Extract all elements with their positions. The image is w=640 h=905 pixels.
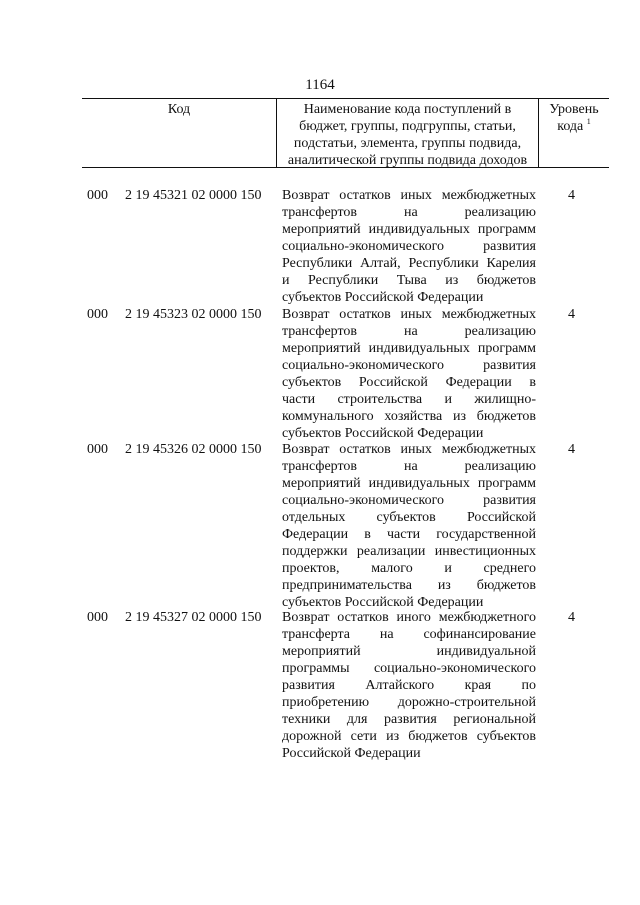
- row-budget-code: 2 19 45323 02 0000 150: [125, 307, 262, 322]
- description-line: субъектов Российской Федерации: [282, 595, 484, 610]
- header-level: [539, 101, 609, 135]
- row-budget-code: 2 19 45327 02 0000 150: [125, 610, 262, 625]
- description-line: техники для развития региональной: [282, 712, 536, 727]
- row-budget-code: 2 19 45321 02 0000 150: [125, 188, 262, 203]
- row-level: 4: [568, 188, 575, 203]
- row-group-code: 000: [87, 307, 108, 322]
- header-name-line: бюджет, группы, подгруппы, статьи,: [299, 119, 516, 134]
- row-level: 4: [568, 307, 575, 322]
- header-name-line: Наименование кода поступлений в: [303, 102, 512, 117]
- description-line: мероприятий индивидуальных программ: [282, 476, 536, 491]
- row-level: 4: [568, 610, 575, 625]
- row-description: [282, 609, 536, 762]
- description-line: социально-экономического развития: [282, 493, 536, 508]
- row-group-code: 000: [87, 442, 108, 457]
- description-line: программы социально-экономического: [282, 661, 536, 676]
- description-line: субъектов Российской Федерации: [282, 290, 484, 305]
- description-line: социально-экономического развития: [282, 239, 536, 254]
- description-line: отдельных субъектов Российской: [282, 510, 536, 525]
- description-line: Возврат остатков иного межбюджетного: [282, 610, 536, 625]
- description-line: Возврат остатков иных межбюджетных: [282, 188, 536, 203]
- description-line: части строительства и жилищно-: [282, 392, 536, 407]
- description-line: дорожной сети из бюджетов субъектов: [282, 729, 536, 744]
- description-line: социально-экономического развития: [282, 358, 536, 373]
- header-level-line: кода $^1$: [557, 117, 591, 134]
- description-line: Российской Федерации: [282, 746, 421, 761]
- description-line: мероприятий индивидуальной: [282, 644, 536, 659]
- description-line: субъектов Российской Федерации: [282, 426, 484, 441]
- row-group-code: 000: [87, 188, 108, 203]
- footnote-marker: 1: [586, 117, 591, 126]
- row-description: [282, 306, 536, 442]
- description-line: и Республики Тыва из бюджетов: [282, 273, 536, 288]
- row-level: 4: [568, 442, 575, 457]
- description-line: поддержки реализации инвестиционных: [282, 544, 536, 559]
- description-line: предпринимательства из бюджетов: [282, 578, 536, 593]
- description-line: Возврат остатков иных межбюджетных: [282, 442, 536, 457]
- description-line: трансфертов на реализацию: [282, 205, 536, 220]
- header-name: [277, 101, 538, 169]
- header-level-line: Уровень: [549, 102, 599, 117]
- description-line: трансфертов на реализацию: [282, 324, 536, 339]
- description-line: трансферта на софинансирование: [282, 627, 536, 642]
- description-line: мероприятий индивидуальных программ: [282, 341, 536, 356]
- description-line: проектов, малого и среднего: [282, 561, 536, 576]
- description-line: трансфертов на реализацию: [282, 459, 536, 474]
- header-name-line: подстатьи, элемента, группы подвида,: [293, 136, 522, 151]
- row-group-code: 000: [87, 610, 108, 625]
- row-description: [282, 187, 536, 306]
- page-number: 1164: [305, 77, 335, 93]
- table-header: [82, 98, 609, 168]
- description-line: Республики Алтай, Республики Карелия: [282, 256, 536, 271]
- row-description: [282, 441, 536, 611]
- description-line: развития Алтайского края по: [282, 678, 536, 693]
- description-line: коммунального хозяйства из бюджетов: [282, 409, 536, 424]
- description-line: субъектов Российской Федерации в: [282, 375, 536, 390]
- description-line: Возврат остатков иных межбюджетных: [282, 307, 536, 322]
- header-code: Код: [167, 102, 191, 117]
- header-name-line: аналитической группы подвида доходов: [287, 153, 528, 168]
- row-budget-code: 2 19 45326 02 0000 150: [125, 442, 262, 457]
- description-line: Федерации в части государственной: [282, 527, 536, 542]
- description-line: приобретению дорожно-строительной: [282, 695, 536, 710]
- description-line: мероприятий индивидуальных программ: [282, 222, 536, 237]
